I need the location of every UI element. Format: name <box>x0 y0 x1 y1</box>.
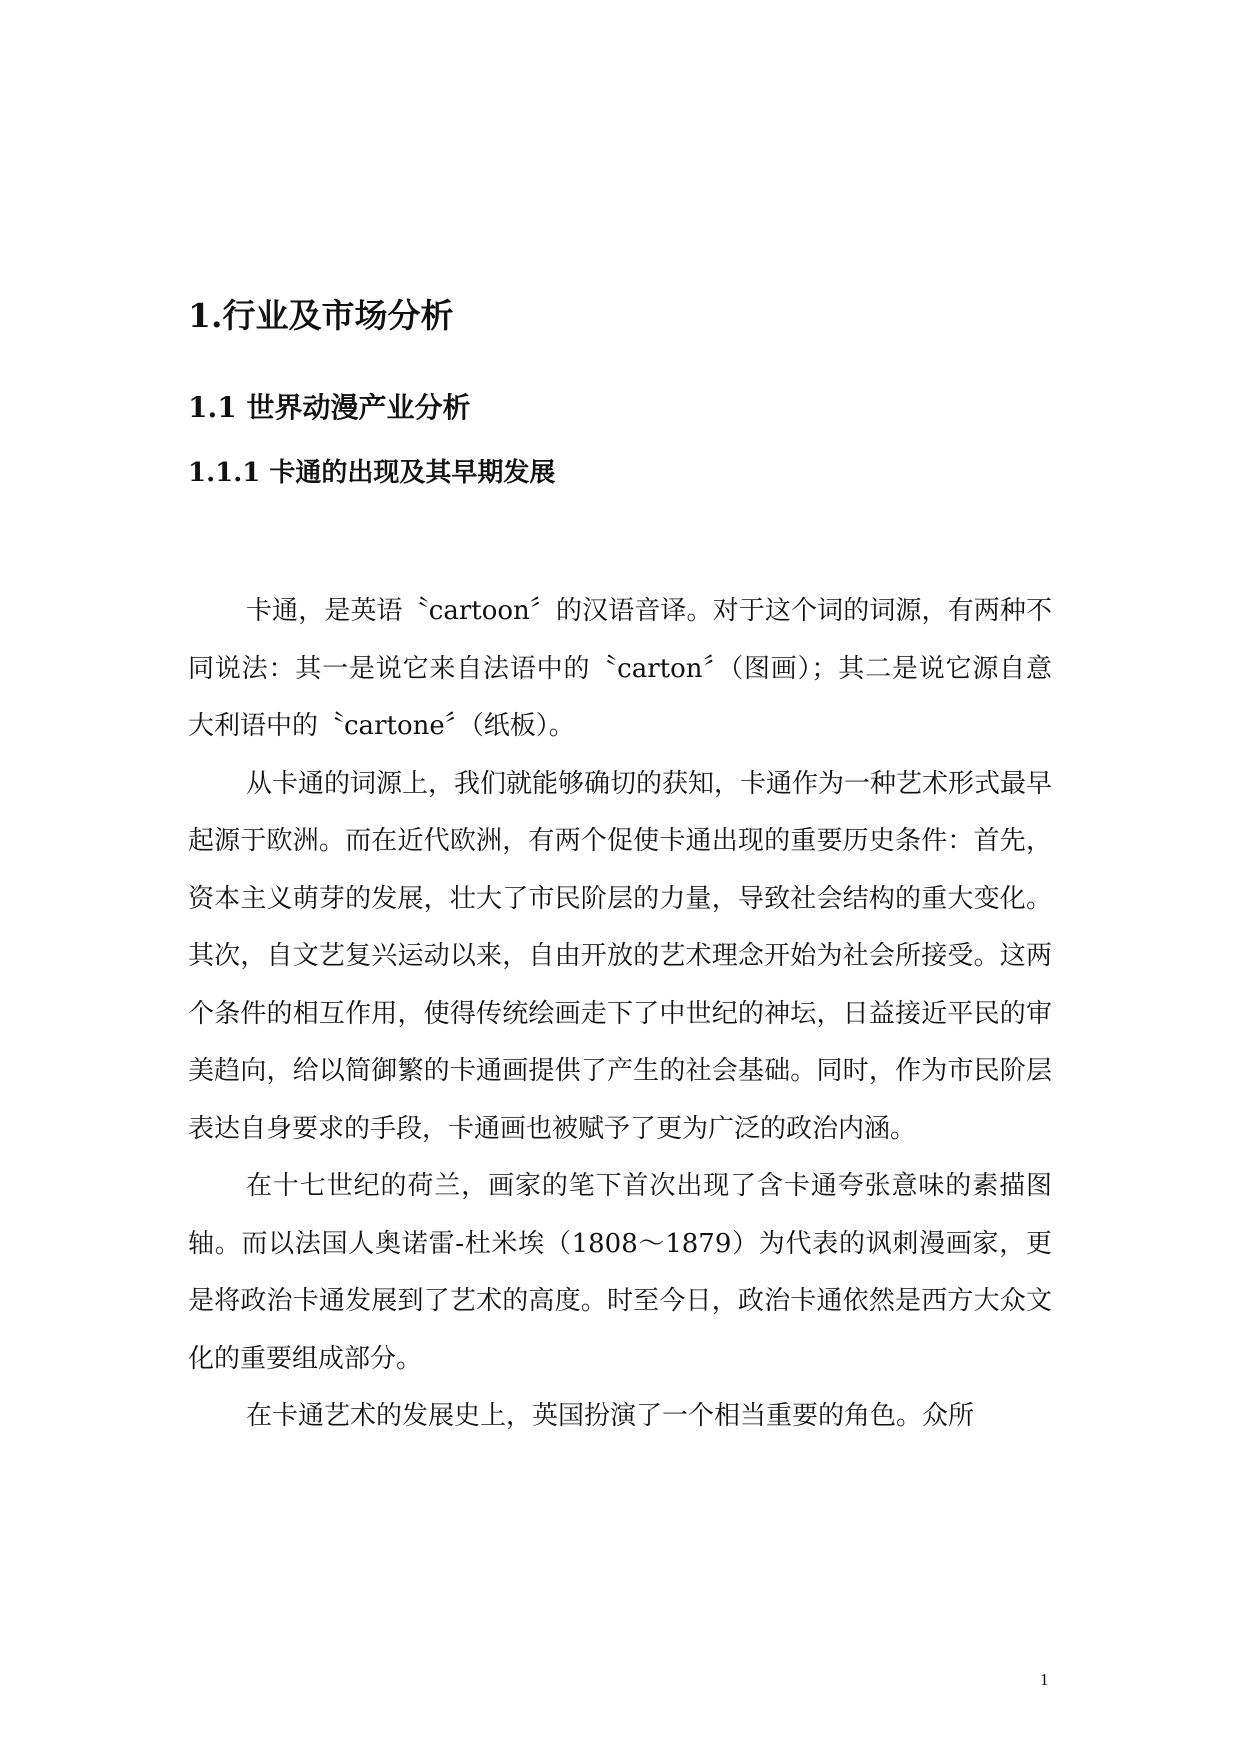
paragraph: 在卡通艺术的发展史上，英国扮演了一个相当重要的角色。众所 <box>246 1401 975 1431</box>
body-text <box>188 583 1052 1446</box>
paragraph: 卡通，是英语〝cartoon〞的汉语音译。对于这个词的词源，有两种不同说法：其一是说它来自法语中的〝carton〞（图画）；其二是说它源自意大利语中的〝cartone〞（纸板）。 <box>188 596 1052 741</box>
subsection-heading: 1.1.1 卡通的出现及其早期发展 <box>188 458 556 488</box>
paragraph: 从卡通的词源上，我们就能够确切的获知，卡通作为一种艺术形式最早起源于欧洲。而在近代欧洲，有两个促使卡通出现的重要历史条件：首先，资本主义萌芽的发展，壮大了市民阶层的力量，导致社会结构的重大变化。其次，自文艺复兴运动以来，自由开放的艺术理念开始为社会所接受。这两个条件的相互作用，使得传统绘画走下了中世纪的神坛，日益接近平民的审美趋向，给以简御繁的卡通画提供了产生的社会基础。同时，作为市民阶层表达自身要求的手段，卡通画也被赋予了更为广泛的政治内涵。 <box>188 768 1053 1144</box>
section-heading: 1.1 世界动漫产业分析 <box>188 391 471 424</box>
paragraph: 在十七世纪的荷兰，画家的笔下首次出现了含卡通夸张意味的素描图轴。而以法国人奥诺雷-杜米埃（1808～1879）为代表的讽刺漫画家，更是将政治卡通发展到了艺术的高度。时至今日，政治卡通依然是西方大众文化的重要组成部分。 <box>188 1171 1052 1374</box>
chapter-heading: 1.行业及市场分析 <box>188 296 454 335</box>
page-number: 1 <box>1040 1670 1049 1689</box>
